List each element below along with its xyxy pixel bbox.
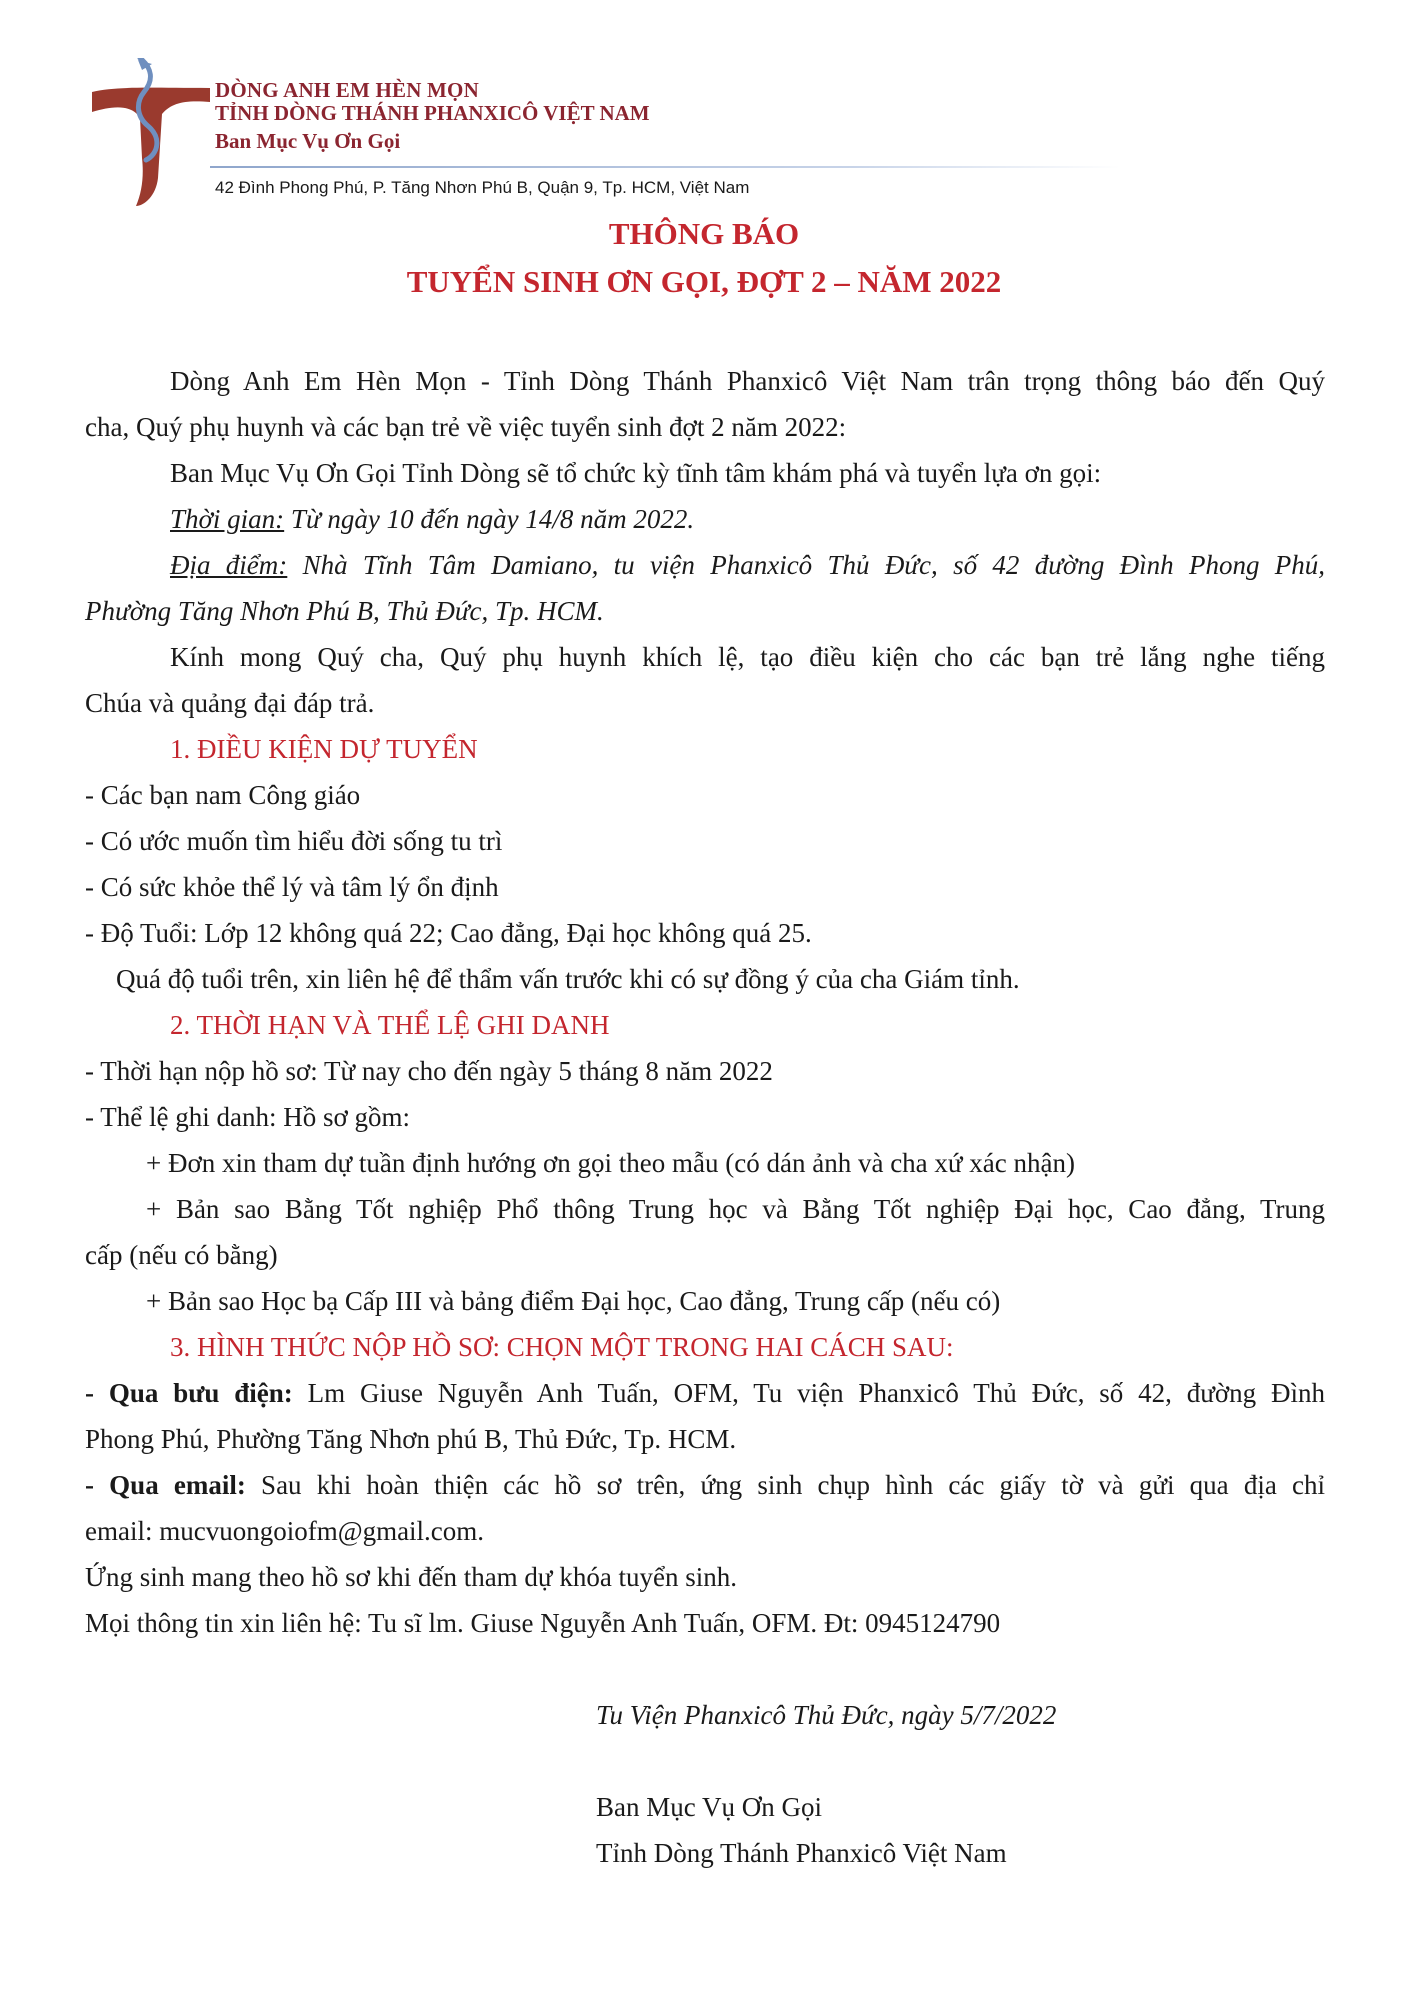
deadline-item: - Thời hạn nộp hồ sơ: Từ nay cho đến ngày 5 tháng 8 năm 2022: [85, 1056, 773, 1086]
document-item: + Đơn xin tham dự tuần định hướng ơn gọi theo mẫu (có dán ảnh và cha xứ xác nhận): [146, 1148, 1075, 1178]
section1-heading: 1. ĐIỀU KIỆN DỰ TUYỂN: [170, 734, 478, 764]
document-item: + Bản sao Bằng Tốt nghiệp Phổ thông Trung học và Bằng Tốt nghiệp Đại học, Cao đẳng, Trung: [146, 1194, 1325, 1224]
request-paragraph-line2: Chúa và quảng đại đáp trả.: [85, 688, 375, 718]
intro-paragraph-line1: Dòng Anh Em Hèn Mọn - Tỉnh Dòng Thánh Phanxicô Việt Nam trân trọng thông báo đến Quý: [170, 366, 1325, 396]
place-label: Địa điểm:: [170, 550, 288, 580]
condition-item: - Độ Tuổi: Lớp 12 không quá 22; Cao đẳng, Đại học không quá 25.: [85, 918, 812, 948]
org-department: Ban Mục Vụ Ơn Gọi: [215, 129, 401, 153]
org-address: 42 Đình Phong Phú, P. Tăng Nhơn Phú B, Quận 9, Tp. HCM, Việt Nam: [215, 178, 750, 197]
condition-item: - Có sức khỏe thể lý và tâm lý ổn định: [85, 872, 499, 902]
condition-item: - Có ước muốn tìm hiểu đời sống tu trì: [85, 826, 503, 856]
section2-heading: 2. THỜI HẠN VÀ THỂ LỆ GHI DANH: [170, 1010, 610, 1040]
document-title: THÔNG BÁO: [608, 216, 800, 251]
time-line: [170, 502, 1408, 536]
contact-info: Mọi thông tin xin liên hệ: Tu sĩ lm. Giuse Nguyễn Anh Tuấn, OFM. Đt: 0945124790: [85, 1608, 1001, 1638]
place-and-date: Tu Viện Phanxicô Thủ Đức, ngày 5/7/2022: [596, 1700, 1057, 1730]
request-paragraph-line1: Kính mong Quý cha, Quý phụ huynh khích lệ, tạo điều kiện cho các bạn trẻ lắng nghe tiếng: [170, 642, 1325, 672]
header-divider: [210, 166, 1120, 168]
org-name-line1: DÒNG ANH EM HÈN MỌN: [215, 78, 479, 102]
post-address: Lm Giuse Nguyễn Anh Tuấn, OFM, Tu viện Phanxicô Thủ Đức, số 42, đường Đình: [292, 1378, 1325, 1408]
rules-item: - Thể lệ ghi danh: Hồ sơ gồm:: [85, 1102, 410, 1132]
intro-paragraph-line2: cha, Quý phụ huynh và các bạn trẻ về việc tuyển sinh đợt 2 năm 2022:: [85, 412, 847, 442]
place-line1: [170, 548, 1325, 582]
bring-documents-note: Ứng sinh mang theo hồ sơ khi đến tham dự khóa tuyển sinh.: [85, 1562, 738, 1592]
email-instructions: Sau khi hoàn thiện các hồ sơ trên, ứng sinh chụp hình các giấy tờ và gửi qua địa chỉ: [245, 1470, 1325, 1500]
org-name-line2: TỈNH DÒNG THÁNH PHANXICÔ VIỆT NAM: [215, 101, 650, 125]
signer-line1: Ban Mục Vụ Ơn Gọi: [596, 1792, 822, 1822]
place-value-line1: Nhà Tĩnh Tâm Damiano, tu viện Phanxicô Thủ Đức, số 42 đường Đình Phong Phú,: [287, 550, 1326, 580]
document-item: + Bản sao Học bạ Cấp III và bảng điểm Đại học, Cao đẳng, Trung cấp (nếu có): [146, 1286, 1001, 1316]
retreat-announcement: Ban Mục Vụ Ơn Gọi Tỉnh Dòng sẽ tổ chức kỳ tĩnh tâm khám phá và tuyển lựa ơn gọi:: [170, 458, 1102, 488]
condition-item: - Các bạn nam Công giáo: [85, 780, 361, 810]
post-method-line1: [85, 1376, 1325, 1410]
time-value: Từ ngày 10 đến ngày 14/8 năm 2022.: [284, 504, 695, 534]
document-subtitle: TUYỂN SINH ƠN GỌI, ĐỢT 2 – NĂM 2022: [406, 264, 1002, 299]
signer-line2: Tỉnh Dòng Thánh Phanxicô Việt Nam: [596, 1838, 1007, 1868]
age-note: Quá độ tuổi trên, xin liên hệ để thẩm vấn trước khi có sự đồng ý của cha Giám tỉnh.: [116, 964, 1020, 994]
time-label: Thời gian:: [170, 504, 285, 534]
post-label: - Qua bưu điện:: [85, 1378, 293, 1408]
section3-heading: 3. HÌNH THỨC NỘP HỒ SƠ: CHỌN MỘT TRONG HAI CÁCH SAU:: [170, 1332, 954, 1362]
email-method-line1: [85, 1468, 1325, 1502]
place-value-line2: Phường Tăng Nhơn Phú B, Thủ Đức, Tp. HCM.: [85, 596, 604, 626]
document-item-continued: cấp (nếu có bằng): [85, 1240, 278, 1270]
email-label: - Qua email:: [85, 1470, 246, 1500]
email-address: email: mucvuongoiofm@gmail.com.: [85, 1516, 485, 1546]
franciscan-logo-icon: [92, 58, 210, 206]
post-address-line2: Phong Phú, Phường Tăng Nhơn phú B, Thủ Đức, Tp. HCM.: [85, 1424, 737, 1454]
